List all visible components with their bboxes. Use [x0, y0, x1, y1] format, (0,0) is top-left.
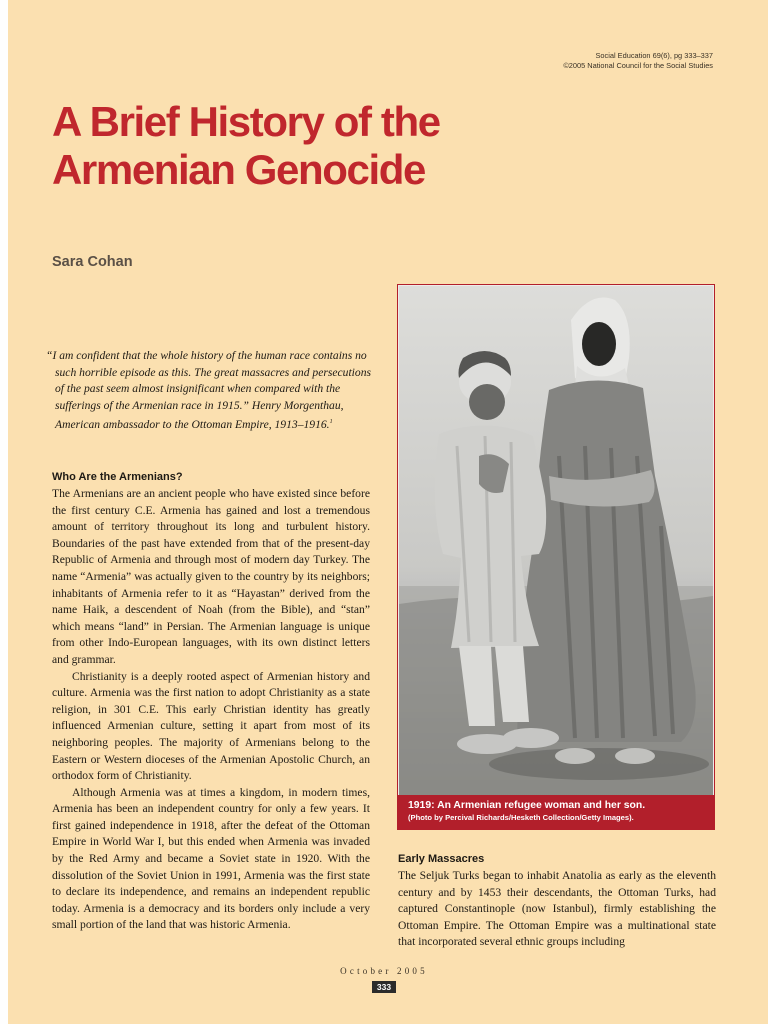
epigraph-quote: [46, 348, 376, 433]
photo-caption: 1919: An Armenian refugee woman and her son.: [408, 800, 646, 811]
right-column: [398, 852, 716, 951]
article-title: [52, 98, 440, 194]
body-paragraph: The Seljuk Turks began to inhabit Anatolia as early as the eleventh century and by 1453 their descendants, the Ottoman Turks, had captured Constantinople (now Istanbul), firmly establishing the Ottoman Empire. The Ottoman Empire was a multinational state that incorporated several ethnic groups including: [398, 869, 716, 949]
photo-figure: [397, 284, 715, 830]
body-paragraph: Although Armenia was at times a kingdom, in modern times, Armenia has been an independent country for only a few years. It first gained independence in 1918, after the defeat of the Ottoman Empire in World War I, but this ended when Armenia was invaded by the Red Army and became a Soviet state in 1920. With the dissolution of the Soviet Union in 1991, Armenia was the first state to declare its independence, and remains an independent republic today. Armenia is a democracy and its borders only include a very small portion of the land that was historic Armenia.: [52, 785, 370, 932]
section-heading-early-massacres: Early Massacres: [398, 853, 485, 865]
refugee-photo: [399, 286, 713, 796]
quote-text: “I am confident that the whole history of the human race contains no such horrible episode as this. The great massacres and persecutions of the past seem almost insignificant when compared with the sufferings of the Armenian race in 1915.” Henry Morgenthau, American ambassador to the Ottoman Empire, 1913–1916.: [46, 349, 372, 431]
photo-caption-bar: [398, 795, 714, 829]
footer-month: October 2005: [340, 966, 428, 976]
title-line-2: Armenian Genocide: [52, 146, 425, 193]
footnote-marker: 1: [329, 419, 333, 425]
body-paragraph: Christianity is a deeply rooted aspect of Armenian history and culture. Armenia was the first nation to adopt Christianity as a state religion, in 301 C.E. This early Christian identity has greatly influenced Armenian culture, setting it apart from most of its neighboring peoples. The majority of Armenians belong to the Eastern or Western dioceses of the Armenian Apostolic Church, an orthodox form of Christianity.: [52, 669, 370, 783]
running-head: [563, 51, 713, 71]
left-column: [52, 470, 370, 934]
page-edge: [0, 0, 8, 1024]
photo-credit: (Photo by Percival Richards/Hesketh Collection/Getty Images).: [408, 813, 634, 822]
section-heading-who-are-armenians: Who Are the Armenians?: [52, 471, 183, 483]
copyright-line: ©2005 National Council for the Social Studies: [563, 61, 713, 70]
body-paragraph: The Armenians are an ancient people who have existed since before the first century C.E. Armenia has gained and lost a tremendous amount of territory throughout its long and turbulent history. Boundaries of the past have extended from that of the present-day Republic of Armenia and through most of modern day Turkey. The name “Armenia” was actually given to the country by its neighbors; inhabitants of Armenia refer to it as “Hayastan” derived from the name Haik, a descendent of Noah (from the Bible), and “stan” which means “land” in Persian. The Armenian language is unique from other Indo-European languages, with its own distinct letters and grammar.: [52, 487, 370, 666]
page-number: 333: [372, 981, 396, 993]
title-line-1: A Brief History of the: [52, 98, 440, 145]
author-name: Sara Cohan: [52, 254, 133, 270]
journal-citation: Social Education 69(6), pg 333–337: [595, 51, 713, 60]
